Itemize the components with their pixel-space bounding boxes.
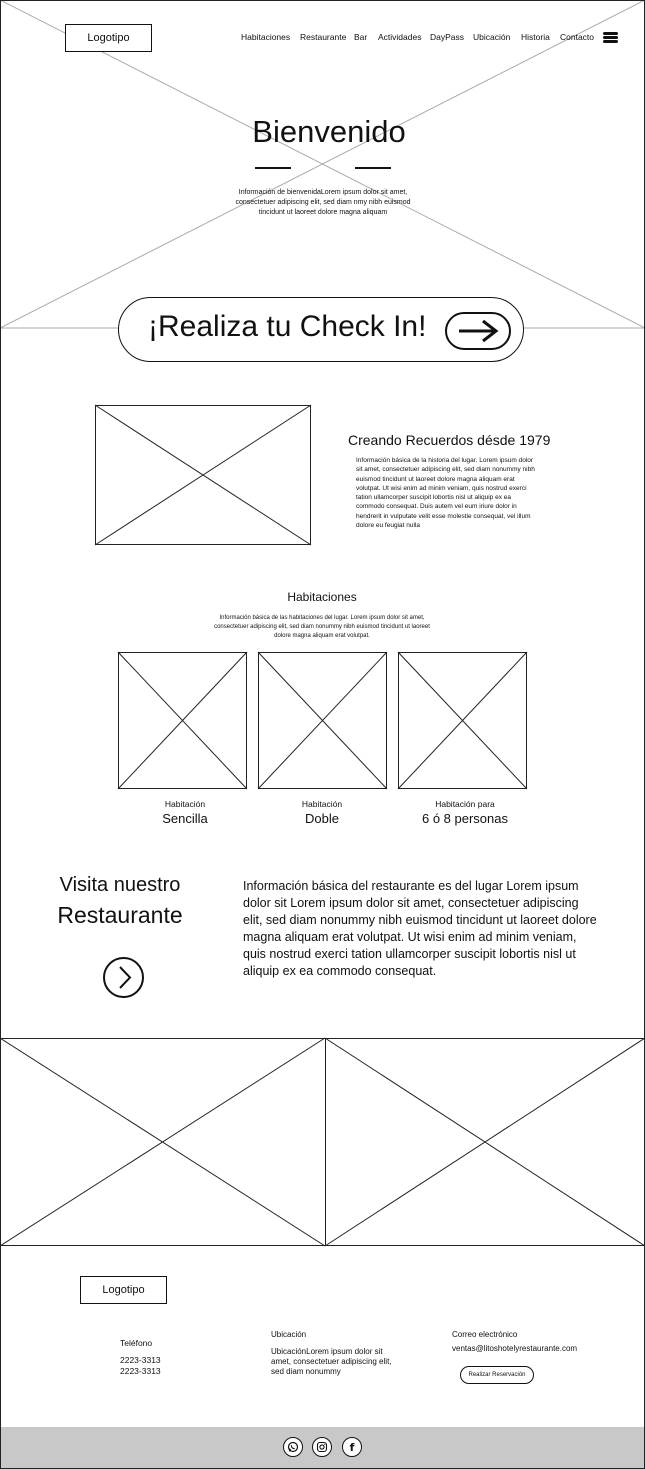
hero-divider-right	[355, 167, 391, 169]
restaurant-title-line1: Visita nuestro	[59, 874, 181, 896]
arrow-right-icon	[445, 312, 511, 350]
room-type-big: Sencilla	[162, 811, 208, 826]
room-type-small: Habitación	[301, 799, 343, 809]
nav-bar[interactable]: Bar	[354, 32, 368, 42]
history-title: Creando Recuerdos désde 1979	[348, 432, 551, 448]
reserve-button[interactable]: Realizar Reservación	[460, 1366, 534, 1384]
room-card-familiar[interactable]	[398, 799, 532, 826]
restaurant-text: Información básica del restaurante es del lugar Lorem ipsum dolor sit Lorem ipsum dolor sit amet, consectetuer adipiscing elit, sed diam nonummy nibh euismod tincidunt ut laoreet dolore magna aliquam erat volutpat. Ut wisi enim ad minim veniam, quis nostrud exerci tation ullamcorper suscipit lobortis nisl ut aliquip ex ea commodo consequat.	[243, 879, 597, 978]
room-type-big: 6 ó 8 personas	[421, 811, 508, 826]
room-image-placeholder	[258, 652, 387, 789]
gallery-image-placeholder	[0, 1038, 325, 1246]
room-type-small: Habitación para	[435, 799, 495, 809]
room-card-doble[interactable]	[255, 799, 389, 826]
restaurant-title	[40, 874, 200, 929]
nav-daypass[interactable]: DayPass	[430, 32, 465, 42]
room-type-small: Habitación	[164, 799, 206, 809]
nav-historia[interactable]: Historia	[521, 32, 550, 42]
nav-ubicacion[interactable]: Ubicación	[473, 32, 511, 42]
email-link[interactable]: ventas@litoshotelyrestaurante.com	[452, 1344, 578, 1353]
footer-phone	[120, 1338, 161, 1376]
checkin-button[interactable]	[118, 297, 524, 362]
phone-number: 2223-3313	[120, 1355, 161, 1365]
facebook-glyph: f	[349, 1440, 355, 1454]
history-text: Información básica de la historia del lugar. Lorem ipsum dolor sit amet, consectetuer adipiscing elit, sed diam nonummy nibh euismod tincidunt ut laoreet dolore magna aliquam erat volutpat. Ut wisi enim ad minim veniam, quis nostrud exerci tation ullamcorper suscipit lobortis nisl ut aliquip ex ea commodo consequat. Duis autem vel eum iriure dolor in hendrerit in vulputate velit esse molestie consequat, vel illum dolore eu feugiat nulla	[356, 457, 535, 530]
checkin-label: ¡Realiza tu Check In!	[148, 310, 427, 343]
room-type-big: Doble	[305, 811, 339, 826]
rooms-title: Habitaciones	[287, 590, 357, 604]
hero-title: Bienvenido	[252, 114, 406, 149]
hamburger-menu-icon[interactable]	[603, 32, 618, 43]
nav-contacto[interactable]: Contacto	[560, 32, 595, 42]
footer-logo[interactable]: Logotipo	[80, 1276, 167, 1304]
rooms-text: Información básica de las habitaciones del lugar. Lorem ipsum dolor sit amet, consectetuer adipiscing elit, sed diam nonummy nibh euismod tincidunt ut laoreet dolore magna aliquam erat volutpat.	[214, 615, 430, 639]
instagram-icon[interactable]	[312, 1437, 332, 1457]
nav-restaurante[interactable]: Restaurante	[300, 32, 347, 42]
location-text: UbicaciónLorem ipsum dolor sit amet, consectetuer adipiscing elit, sed diam nonummy	[271, 1347, 392, 1376]
restaurant-title-line2: Restaurante	[57, 902, 183, 928]
history-image-placeholder	[95, 405, 311, 545]
nav-habitaciones[interactable]: Habitaciones	[241, 32, 291, 42]
room-card-sencilla[interactable]	[118, 799, 252, 826]
gallery-image-placeholder	[325, 1038, 645, 1246]
restaurant-arrow-icon[interactable]	[103, 957, 144, 998]
location-label: Ubicación	[271, 1330, 307, 1339]
email-label: Correo electrónico	[452, 1330, 518, 1339]
nav-actividades[interactable]: Actividades	[378, 32, 422, 42]
hero-text: Información de bienvenidaLorem ipsum dolor sit amet, consectetuer adipiscing elit, sed diam nmy nibh euismod tincidunt ut laoreet dolore magna aliquam	[235, 189, 411, 216]
header-logo[interactable]: Logotipo	[65, 24, 152, 52]
phone-label: Teléfono	[120, 1338, 153, 1348]
whatsapp-icon[interactable]	[283, 1437, 303, 1457]
footer-location	[271, 1330, 395, 1377]
hero-divider-left	[255, 167, 291, 169]
room-image-placeholder	[398, 652, 527, 789]
phone-number: 2223-3313	[120, 1366, 161, 1376]
facebook-icon[interactable]	[342, 1437, 362, 1457]
room-image-placeholder	[118, 652, 247, 789]
footer-email	[452, 1330, 577, 1353]
